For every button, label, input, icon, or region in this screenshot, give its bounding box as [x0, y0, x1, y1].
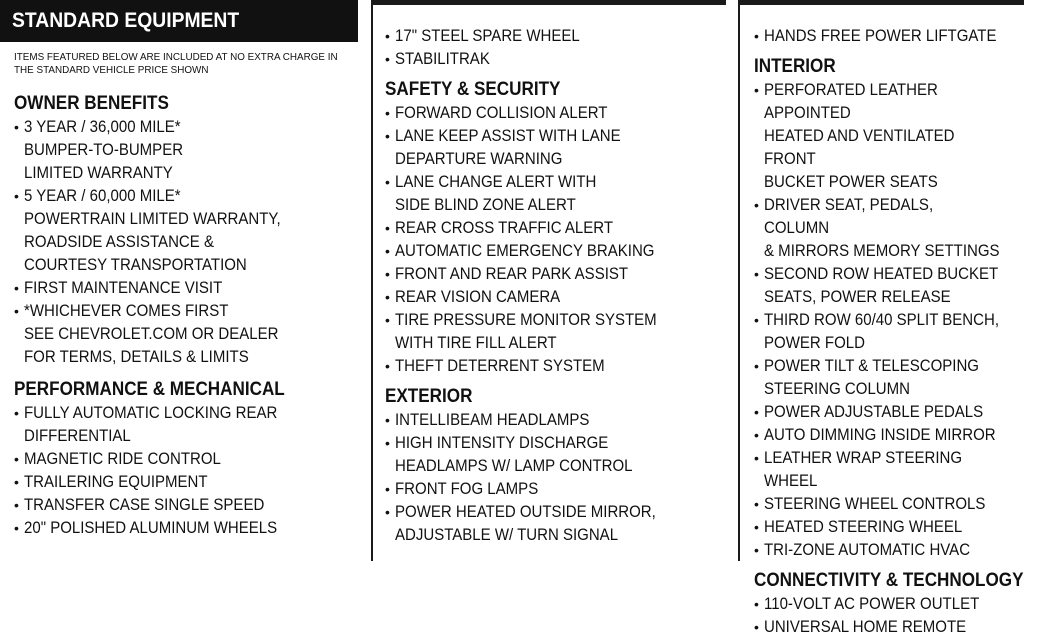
list-item-text: POWER TILT & TELESCOPING STEERING COLUMN [764, 357, 980, 398]
list-item-text: 20" POLISHED ALUMINUM WHEELS [24, 519, 278, 537]
bullet-icon: • [754, 619, 759, 635]
bullet-icon: • [385, 220, 390, 236]
list-item-text: FRONT AND REAR PARK ASSIST [395, 265, 629, 283]
bullet-icon: • [385, 289, 390, 305]
list-item [385, 432, 726, 478]
bullet-icon: • [385, 504, 390, 520]
list-item [14, 494, 358, 517]
list-item-text: THEFT DETERRENT SYSTEM [395, 357, 605, 375]
list-item [754, 616, 1024, 639]
standard-equipment-header [0, 0, 358, 42]
bullet-icon: • [385, 243, 390, 259]
bullet-icon: • [754, 358, 759, 374]
list-item-text: LEATHER WRAP STEERING WHEEL [764, 449, 963, 490]
list-item [385, 102, 726, 125]
list-item-text: REAR VISION CAMERA [395, 288, 561, 306]
list-item-text: SECOND ROW HEATED BUCKET SEATS, POWER RELEASE [764, 265, 999, 306]
list-item [14, 517, 358, 540]
bullet-icon: • [385, 358, 390, 374]
list-item [385, 240, 726, 263]
bullet-icon: • [754, 596, 759, 612]
bullet-icon: • [754, 82, 759, 98]
exterior-list [385, 409, 726, 547]
exterior-continued-list [754, 25, 1024, 48]
list-item [14, 448, 358, 471]
column-right [738, 0, 1024, 636]
bullet-icon: • [14, 451, 19, 467]
list-item-text: HEATED STEERING WHEEL [764, 518, 963, 536]
list-item [385, 409, 726, 432]
bullet-icon: • [385, 51, 390, 67]
list-item [754, 539, 1024, 562]
list-item [14, 185, 358, 277]
list-item-text: POWER ADJUSTABLE PEDALS [764, 403, 984, 421]
list-item [754, 263, 1024, 309]
bullet-icon: • [754, 496, 759, 512]
list-item [385, 286, 726, 309]
connectivity-list [754, 593, 1024, 639]
bullet-icon: • [754, 197, 759, 213]
bullet-icon: • [14, 303, 19, 319]
section-title-safety: SAFETY & SECURITY [385, 79, 561, 100]
bullet-icon: • [754, 404, 759, 420]
bullet-icon: • [385, 266, 390, 282]
list-item [754, 79, 1024, 194]
bullet-icon: • [385, 174, 390, 190]
bullet-icon: • [385, 28, 390, 44]
list-item-text: PERFORATED LEATHER APPOINTED HEATED AND VENTILATED FRONT BUCKET POWER SEATS [764, 81, 955, 191]
bullet-icon: • [14, 280, 19, 296]
list-item-text: TRANSFER CASE SINGLE SPEED [24, 496, 265, 514]
list-item-text: FORWARD COLLISION ALERT [395, 104, 608, 122]
column-left [0, 0, 358, 561]
bullet-icon: • [385, 105, 390, 121]
list-item-text: MAGNETIC RIDE CONTROL [24, 450, 221, 468]
list-item [754, 593, 1024, 616]
list-item [14, 300, 358, 369]
bullet-icon: • [385, 312, 390, 328]
bullet-icon: • [14, 497, 19, 513]
list-item [14, 402, 358, 448]
safety-list [385, 102, 726, 378]
list-item-text: DRIVER SEAT, PEDALS, COLUMN & MIRRORS MEMORY SETTINGS [764, 196, 1000, 260]
bullet-icon: • [14, 188, 19, 204]
list-item [385, 217, 726, 240]
bullet-icon: • [385, 435, 390, 451]
bullet-icon: • [14, 520, 19, 536]
list-item [14, 116, 358, 185]
list-item-text: REAR CROSS TRAFFIC ALERT [395, 219, 614, 237]
list-item-text: 110-VOLT AC POWER OUTLET [764, 595, 980, 613]
list-item [754, 516, 1024, 539]
list-item [385, 25, 726, 48]
page-title: STANDARD EQUIPMENT [12, 9, 240, 32]
bullet-icon: • [14, 119, 19, 135]
bullet-icon: • [385, 481, 390, 497]
list-item-text: LANE CHANGE ALERT WITH SIDE BLIND ZONE ALERT [395, 173, 597, 214]
list-item-text: AUTO DIMMING INSIDE MIRROR [764, 426, 996, 444]
list-item-text: UNIVERSAL HOME REMOTE [764, 618, 967, 636]
list-item [14, 277, 358, 300]
list-item-text: 5 YEAR / 60,000 MILE* POWERTRAIN LIMITED WARRANTY, ROADSIDE ASSISTANCE & COURTESY TRANSPORTATION [24, 187, 281, 274]
bullet-icon: • [14, 405, 19, 421]
list-item-text: HANDS FREE POWER LIFTGATE [764, 27, 997, 45]
section-title-exterior: EXTERIOR [385, 386, 473, 407]
section-title-performance: PERFORMANCE & MECHANICAL [14, 379, 285, 400]
list-item [385, 263, 726, 286]
section-title-owner-benefits: OWNER BENEFITS [14, 93, 169, 114]
list-item [754, 447, 1024, 493]
list-item [14, 471, 358, 494]
list-item-text: FIRST MAINTENANCE VISIT [24, 279, 223, 297]
section-title-connectivity: CONNECTIVITY & TECHNOLOGY [754, 570, 1024, 591]
bullet-icon: • [754, 266, 759, 282]
list-item-text: FRONT FOG LAMPS [395, 480, 539, 498]
intro-line-2: THE STANDARD VEHICLE PRICE SHOWN [14, 63, 209, 76]
bullet-icon: • [754, 450, 759, 466]
list-item-text: TRI-ZONE AUTOMATIC HVAC [764, 541, 971, 559]
owner-benefits-list [14, 116, 358, 369]
list-item [754, 424, 1024, 447]
bullet-icon: • [14, 474, 19, 490]
list-item [385, 48, 726, 71]
list-item-text: STEERING WHEEL CONTROLS [764, 495, 986, 513]
list-item [385, 355, 726, 378]
list-item-text: THIRD ROW 60/40 SPLIT BENCH, POWER FOLD [764, 311, 1000, 352]
list-item-text: 17" STEEL SPARE WHEEL [395, 27, 580, 45]
intro-note [0, 42, 358, 76]
performance-continued-list [385, 25, 726, 71]
bullet-icon: • [385, 412, 390, 428]
list-item-text: INTELLIBEAM HEADLAMPS [395, 411, 590, 429]
list-item-text: AUTOMATIC EMERGENCY BRAKING [395, 242, 655, 260]
list-item-text: POWER HEATED OUTSIDE MIRROR, ADJUSTABLE W/ TURN SIGNAL [395, 503, 656, 544]
intro-line-1: ITEMS FEATURED BELOW ARE INCLUDED AT NO EXTRA CHARGE IN [14, 51, 338, 63]
interior-list [754, 79, 1024, 562]
bullet-icon: • [754, 312, 759, 328]
list-item-text: LANE KEEP ASSIST WITH LANE DEPARTURE WARNING [395, 127, 621, 168]
list-item [385, 171, 726, 217]
list-item [754, 355, 1024, 401]
list-item-text: STABILITRAK [395, 50, 490, 68]
list-item [754, 25, 1024, 48]
list-item [754, 401, 1024, 424]
list-item [385, 309, 726, 355]
bullet-icon: • [754, 28, 759, 44]
list-item [385, 501, 726, 547]
bullet-icon: • [754, 427, 759, 443]
bullet-icon: • [385, 128, 390, 144]
list-item-text: TRAILERING EQUIPMENT [24, 473, 208, 491]
bullet-icon: • [754, 519, 759, 535]
list-item [385, 478, 726, 501]
performance-list [14, 402, 358, 540]
list-item-text: *WHICHEVER COMES FIRST SEE CHEVROLET.COM OR DEALER FOR TERMS, DETAILS & LIMITS [24, 302, 279, 366]
list-item-text: 3 YEAR / 36,000 MILE* BUMPER-TO-BUMPER LIMITED WARRANTY [24, 118, 184, 182]
list-item-text: TIRE PRESSURE MONITOR SYSTEM WITH TIRE FILL ALERT [395, 311, 657, 352]
list-item [385, 125, 726, 171]
list-item [754, 493, 1024, 516]
list-item [754, 194, 1024, 263]
section-title-interior: INTERIOR [754, 56, 836, 77]
list-item-text: FULLY AUTOMATIC LOCKING REAR DIFFERENTIAL [24, 404, 278, 445]
bullet-icon: • [754, 542, 759, 558]
column-middle [371, 0, 726, 561]
list-item [754, 309, 1024, 355]
list-item-text: HIGH INTENSITY DISCHARGE HEADLAMPS W/ LAMP CONTROL [395, 434, 633, 475]
